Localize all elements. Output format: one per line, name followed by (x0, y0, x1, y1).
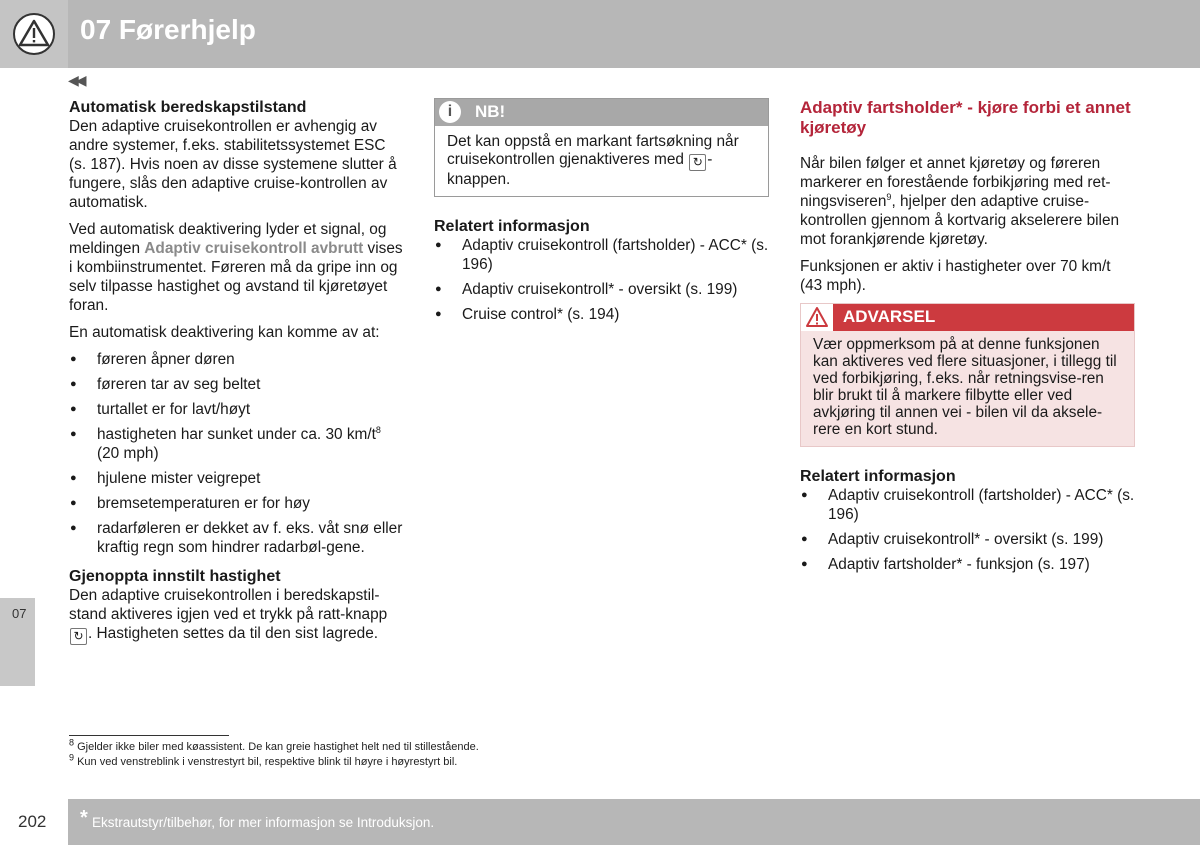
column-right (800, 98, 1135, 584)
section-heading-resume: Gjenoppta innstilt hastighet (69, 568, 281, 585)
page-number: 202 (18, 812, 47, 831)
paragraph (69, 586, 404, 645)
back-arrows-icon[interactable]: ◀◀ (68, 72, 84, 88)
related-link[interactable]: ● Cruise control* (s. 194) (434, 305, 769, 324)
list-item: ● radarføleren er dekket av f. eks. våt snø eller kraftig regn som hindrer radarbøl-gene. (69, 519, 404, 557)
list-item: ● bremsetemperaturen er for høy (69, 494, 404, 513)
column-middle (434, 98, 769, 334)
footnote (69, 737, 479, 753)
text: Ved automatisk deaktivering lyder et signal, og meldingen (69, 221, 387, 257)
list-item (69, 425, 404, 463)
related-link[interactable]: ● Adaptiv fartsholder* - funksjon (s. 197) (800, 555, 1135, 574)
related-link[interactable]: ● Adaptiv cruisekontroll (fartsholder) - ACC* (s. 196) (800, 486, 1135, 524)
text: hastigheten har sunket under ca. 30 km/t (97, 426, 376, 443)
resume-button-icon: ↻ (689, 154, 706, 171)
chapter-side-tab-label: 07 (12, 606, 27, 621)
related-info-list (434, 236, 769, 324)
footer-note: Ekstrautstyr/tilbehør, for mer informasjon se Introduksjon. (92, 815, 435, 830)
text: -knappen. (447, 151, 713, 188)
display-message: Adaptiv cruisekontroll avbrutt (144, 240, 364, 257)
list-item: ● hjulene mister veigrepet (69, 469, 404, 488)
related-link[interactable]: ● Adaptiv cruisekontroll (fartsholder) - ACC* (s. 196) (434, 236, 769, 274)
footnote-number: 9 (69, 752, 75, 763)
footnote-number: 8 (69, 737, 75, 748)
note-text (435, 126, 768, 196)
warning-icon-box (801, 304, 833, 331)
list-item: ● turtallet er for lavt/høyt (69, 400, 404, 419)
note-box (434, 98, 769, 197)
text: . Hastigheten settes da til den sist lagrede. (88, 625, 379, 642)
related-link[interactable]: ● Adaptiv cruisekontroll* - oversikt (s. 199) (800, 530, 1135, 549)
related-info-list (800, 486, 1135, 574)
paragraph: Funksjonen er aktiv i hastigheter over 70 km/t (43 mph). (800, 258, 1111, 294)
list-item: ● føreren tar av seg beltet (69, 375, 404, 394)
related-info-heading: Relatert informasjon (434, 218, 590, 235)
footnote (69, 752, 458, 768)
paragraph (800, 154, 1135, 249)
text: vises i kombiinstrumentet. Føreren må da gripe inn og selv tilpasse hastighet og avstand til kjøretøyet foran. (69, 240, 403, 314)
note-title: NB! (475, 102, 506, 121)
footer-star: * (80, 807, 88, 829)
footnote-text: Kun ved venstreblink i venstrestyrt bil, respektive blink til høyre i høyrestyrt bil. (77, 756, 458, 768)
warning-text: Vær oppmerksom på at denne funksjonen kan aktiveres ved flere situasjoner, i tillegg til ved forbikjøring, f.eks. når retningsvise-ren blir brukt til å markere filbytte eller ved avkjøring til annen vei - bilen vil da aksele-rere en kort stund. (813, 336, 1117, 438)
note-header (435, 99, 768, 126)
header-icon-box (0, 0, 68, 68)
chapter-header (0, 0, 1200, 68)
paragraph (69, 220, 404, 315)
text: (20 mph) (97, 445, 159, 462)
related-info-heading: Relatert informasjon (800, 468, 956, 485)
footnote-ref[interactable]: 8 (375, 424, 381, 435)
paragraph: Den adaptive cruisekontrollen er avhengig av andre systemer, f.eks. stabilitetssystemet ESC (s. 187). Hvis noen av disse systemene slutter å fungere, slås den adaptive cruise-kontrollen av automatisk. (69, 118, 397, 211)
text: , hjelper den adaptive cruise-kontrollen gjennom å kortvarig akselerere bilen mot forankjørende kjøretøy. (800, 193, 1120, 248)
chapter-title: 07 Førerhjelp (80, 14, 256, 45)
paragraph: En automatisk deaktivering kan komme av at: (69, 324, 380, 341)
warning-title: ADVARSEL (843, 307, 936, 326)
resume-button-icon: ↻ (70, 628, 87, 645)
related-link[interactable]: ● Adaptiv cruisekontroll* - oversikt (s. 199) (434, 280, 769, 299)
deactivation-list (69, 350, 404, 557)
warning-triangle-icon (12, 12, 56, 56)
column-left (69, 98, 404, 653)
text: Det kan oppstå en markant fartsøkning når cruisekontrollen gjenaktiveres med (447, 133, 739, 168)
warning-triangle-icon (805, 306, 829, 328)
footnote-ref[interactable]: 9 (886, 191, 892, 202)
warning-box (800, 303, 1135, 447)
text: Den adaptive cruisekontrollen i beredskapstil-stand aktiveres igjen ved et trykk på ratt-knapp (69, 587, 388, 623)
footnote-divider (69, 735, 229, 736)
text: Når bilen følger et annet kjøretøy og føreren markerer en forestående forbikjøring med ret-ningsviseren (800, 155, 1111, 210)
footnote-text: Gjelder ikke biler med køassistent. De kan greie hastighet helt ned til stillestående. (77, 741, 479, 753)
list-item: ● føreren åpner døren (69, 350, 404, 369)
section-heading-standby: Automatisk beredskapstilstand (69, 99, 307, 116)
info-icon: i (439, 101, 461, 123)
section-title-overtaking: Adaptiv fartsholder* - kjøre forbi et annet kjøretøy (800, 98, 1131, 137)
warning-header (801, 304, 1134, 331)
